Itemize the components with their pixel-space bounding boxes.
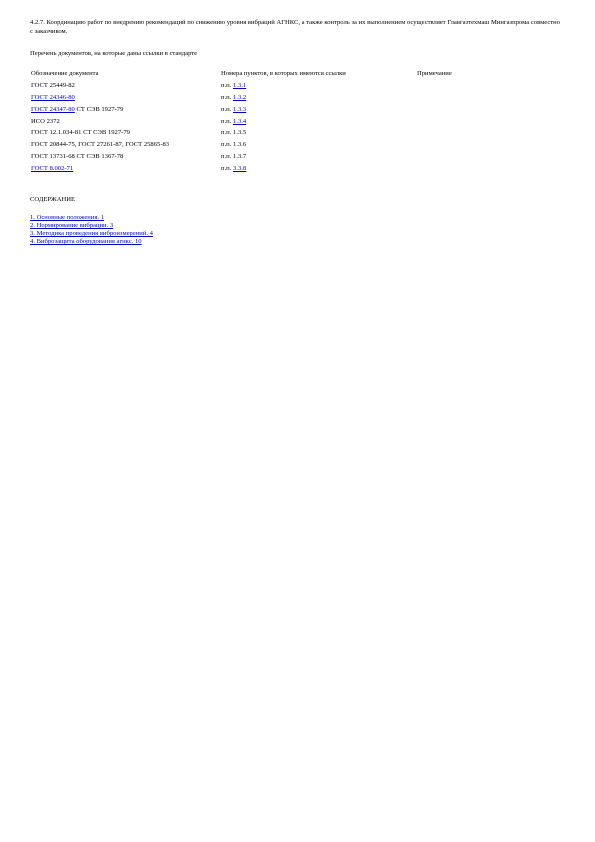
points-prefix: п.п. (221, 129, 232, 137)
document-cell (29, 94, 219, 106)
references-table (29, 70, 539, 177)
intro-paragraph: 4.2.7. Координацию работ по внедрению рекомендаций по снижению уровня вибраций АГНКС, а также контроль за их выполнением осуществляет Главгазтехмаш Мингазпрома совместно с заказчиком. (30, 19, 560, 35)
table-header-row (29, 70, 539, 82)
document-cell (29, 118, 219, 130)
table-row (29, 94, 539, 106)
table-row (29, 141, 539, 153)
note-cell (415, 165, 539, 177)
document-link[interactable]: ГОСТ 24347-80 (31, 105, 75, 113)
toc-link[interactable]: 3. Методика проведения виброизмерений. 4 (30, 230, 153, 238)
document-text: ГОСТ 13731-68 СТ СЭВ 1367-78 (31, 153, 124, 161)
toc-link[interactable]: 2. Нормирование вибрации. 3 (30, 222, 114, 230)
points-prefix: п.п. (221, 93, 232, 101)
table-row (29, 106, 539, 118)
document-text: ГОСТ 12.1.034-81 СТ СЭВ 1927-79 (31, 129, 130, 137)
points-cell (219, 165, 415, 177)
note-cell (415, 82, 539, 94)
toc-title: СОДЕРЖАНИЕ (30, 196, 76, 203)
document-cell (29, 141, 219, 153)
points-text: 1.3.5 (233, 129, 247, 137)
note-cell (415, 129, 539, 141)
points-link[interactable]: 3.3.8 (233, 165, 247, 173)
document-link[interactable]: ГОСТ 8.002-71 (31, 165, 74, 173)
document-text: ГОСТ 20844-75, ГОСТ 27261-87, ГОСТ 25865-83 (31, 141, 170, 149)
note-cell (415, 153, 539, 165)
points-link[interactable]: 1.3.2 (233, 93, 247, 101)
column-header-points: Номера пунктов, в которых имеются ссылки (221, 70, 346, 77)
table-of-contents (30, 214, 153, 246)
document-text: ГОСТ 25449-82 (31, 81, 75, 89)
points-link[interactable]: 1.3.1 (233, 81, 247, 89)
column-header-note: Примечание (417, 70, 452, 77)
document-text: ИСО 2372 (31, 117, 60, 125)
document-suffix: СТ СЭВ 1927-79 (76, 105, 124, 113)
document-cell (29, 106, 219, 118)
toc-link[interactable]: 4. Виброзащита оборудования агнкс. 10 (30, 238, 142, 246)
points-prefix: п.п. (221, 165, 232, 173)
points-prefix: п.п. (221, 153, 232, 161)
table-row (29, 153, 539, 165)
points-cell (219, 82, 415, 94)
points-prefix: п.п. (221, 81, 232, 89)
points-cell (219, 106, 415, 118)
note-cell (415, 141, 539, 153)
note-cell (415, 106, 539, 118)
points-cell (219, 94, 415, 106)
points-text: 1.3.7 (233, 153, 247, 161)
points-cell (219, 129, 415, 141)
points-prefix: п.п. (221, 141, 232, 149)
document-cell (29, 129, 219, 141)
points-cell (219, 153, 415, 165)
points-cell (219, 118, 415, 130)
table-row (29, 129, 539, 141)
points-link[interactable]: 1.3.4 (233, 117, 247, 125)
points-cell (219, 141, 415, 153)
table-row (29, 118, 539, 130)
document-cell (29, 153, 219, 165)
document-link[interactable]: ГОСТ 24346-80 (31, 93, 75, 101)
points-link[interactable]: 1.3.3 (233, 105, 247, 113)
document-cell (29, 82, 219, 94)
points-text: 1.3.6 (233, 141, 247, 149)
note-cell (415, 94, 539, 106)
document-cell (29, 165, 219, 177)
toc-link[interactable]: 1. Основные положения. 1 (30, 214, 104, 221)
table-row (29, 82, 539, 94)
note-cell (415, 118, 539, 130)
column-header-document: Обозначение документа (31, 70, 99, 77)
points-prefix: п.п. (221, 105, 232, 113)
table-row (29, 165, 539, 177)
points-prefix: п.п. (221, 117, 232, 125)
references-caption: Перечень документов, на которые даны ссылки в стандарте (30, 50, 198, 57)
